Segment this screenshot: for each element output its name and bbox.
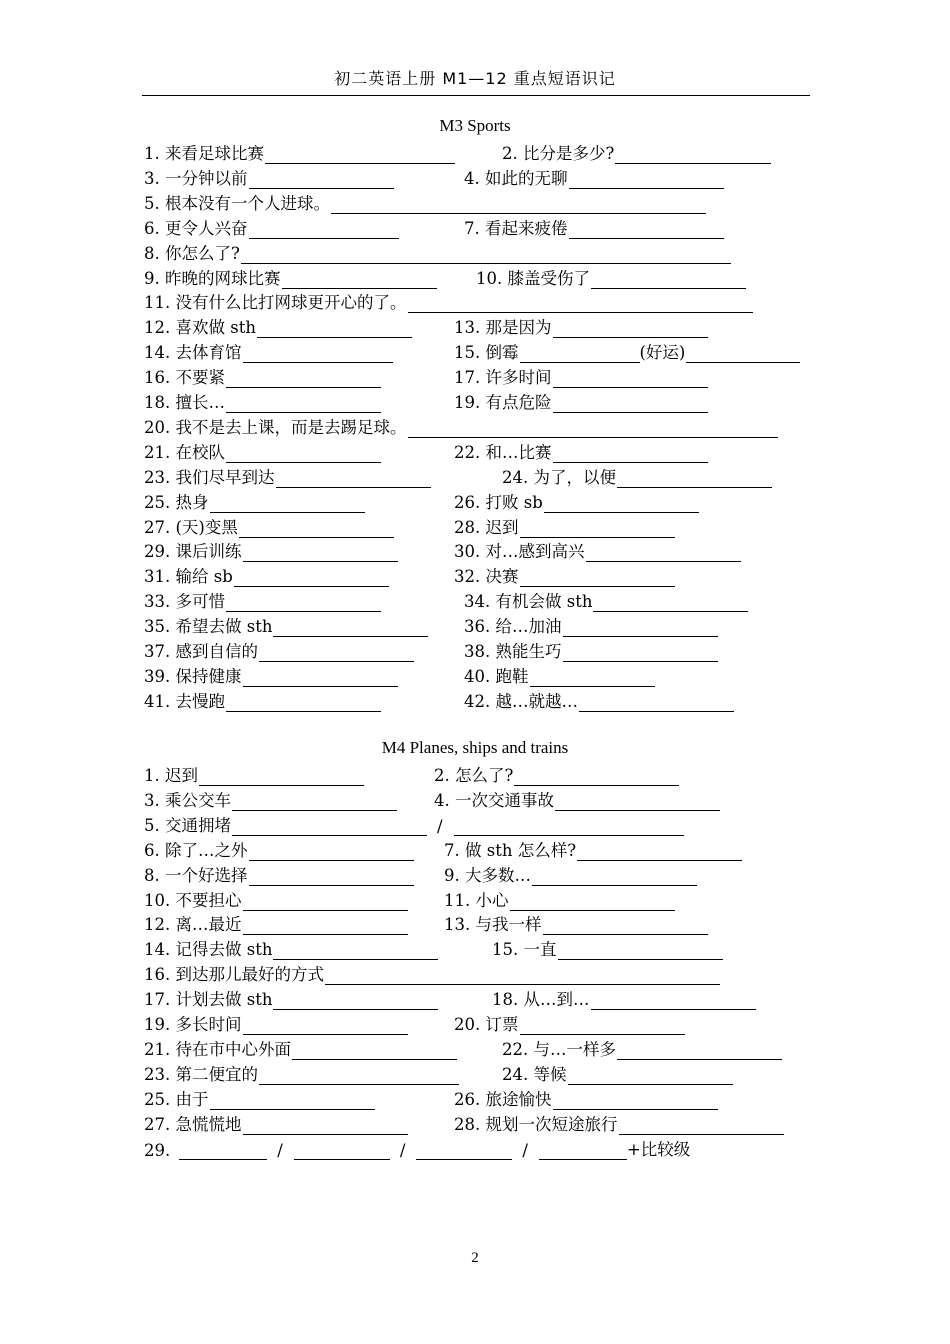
separator-slash: / bbox=[277, 1140, 283, 1160]
exercise-item bbox=[476, 267, 746, 289]
exercise-row bbox=[144, 1063, 814, 1088]
exercise-row bbox=[144, 441, 814, 466]
answer-blank[interactable] bbox=[294, 1141, 390, 1160]
answer-blank[interactable] bbox=[234, 568, 389, 587]
exercise-item bbox=[464, 640, 718, 662]
exercise-item bbox=[502, 1063, 733, 1085]
exercise-row bbox=[144, 988, 814, 1013]
exercise-prompt: 38. 熟能生巧 bbox=[464, 642, 562, 661]
exercise-prompt: 42. 越…就越… bbox=[464, 691, 578, 711]
exercise-item bbox=[144, 615, 428, 637]
exercise-prompt: 8. 一个好选择 bbox=[144, 865, 248, 885]
exercise-prompt: 36. 给…加油 bbox=[464, 617, 562, 637]
exercise-item bbox=[144, 1138, 690, 1160]
exercise-item bbox=[464, 665, 655, 687]
answer-blank[interactable] bbox=[259, 1066, 459, 1085]
answer-blank[interactable] bbox=[331, 195, 706, 214]
exercise-item bbox=[454, 441, 708, 463]
exercise-item bbox=[144, 590, 381, 612]
separator-slash: / bbox=[399, 1140, 406, 1160]
exercise-item bbox=[464, 615, 718, 637]
exercise-row bbox=[144, 1113, 814, 1138]
answer-blank[interactable] bbox=[553, 1091, 718, 1110]
exercise-prompt: 13. 那是因为 bbox=[454, 318, 552, 338]
answer-blank[interactable] bbox=[619, 1116, 784, 1135]
answer-blank[interactable] bbox=[579, 693, 734, 712]
exercise-item bbox=[434, 764, 679, 786]
exercise-prompt: 3. 乘公交车 bbox=[144, 790, 231, 810]
exercise-prompt: 9. 昨晚的网球比赛 bbox=[144, 268, 281, 288]
exercise-item bbox=[454, 341, 800, 363]
exercise-item bbox=[144, 1088, 375, 1110]
answer-blank[interactable] bbox=[226, 369, 381, 388]
exercise-prompt: 14. 记得去做 sth bbox=[144, 940, 273, 960]
exercise-item bbox=[454, 391, 708, 413]
exercise-prompt: 15. 倒霉 bbox=[454, 343, 519, 363]
exercise-row bbox=[144, 316, 814, 341]
exercise-prompt: 35. 希望去做 sth bbox=[144, 617, 273, 637]
exercise-prompt: 8. 你怎么了? bbox=[144, 243, 240, 263]
exercise-prompt: 10. 膝盖受伤了 bbox=[476, 268, 590, 288]
answer-blank[interactable] bbox=[239, 519, 394, 538]
exercise-prompt: 20. 我不是去上课，而是去踢足球。 bbox=[144, 417, 407, 437]
answer-blank[interactable] bbox=[232, 817, 427, 836]
answer-blank[interactable] bbox=[563, 618, 718, 637]
answer-blank[interactable] bbox=[232, 792, 397, 811]
exercise-row bbox=[144, 1013, 814, 1038]
answer-blank[interactable] bbox=[249, 170, 394, 189]
exercise-prompt: 24. 等候 bbox=[502, 1064, 567, 1084]
exercise-prompt: 3. 一分钟以前 bbox=[144, 168, 248, 188]
answer-blank[interactable] bbox=[257, 319, 412, 338]
exercise-prompt: 16. 到达那儿最好的方式 bbox=[144, 965, 324, 985]
exercise-prompt: 32. 决赛 bbox=[454, 567, 519, 587]
exercise-row bbox=[144, 291, 814, 316]
exercise-item bbox=[144, 341, 393, 363]
exercise-item bbox=[464, 217, 724, 239]
exercise-item bbox=[144, 889, 408, 911]
answer-blank[interactable] bbox=[520, 1016, 685, 1035]
exercise-prompt: 6. 更令人兴奋 bbox=[144, 218, 248, 238]
exercise-prompt: 17. 计划去做 sth bbox=[144, 990, 273, 1010]
answer-blank[interactable] bbox=[226, 444, 381, 463]
answer-blank[interactable] bbox=[241, 245, 731, 264]
hint-text: (好运) bbox=[639, 343, 686, 363]
exercise-prompt: 4. 如此的无聊 bbox=[464, 168, 568, 188]
exercise-prompt: 11. 没有什么比打网球更开心的了。 bbox=[144, 293, 407, 313]
answer-blank[interactable] bbox=[454, 817, 684, 836]
exercise-row bbox=[144, 540, 814, 565]
exercise-row bbox=[144, 1088, 814, 1113]
exercise-item bbox=[144, 1063, 459, 1085]
exercise-prompt: 14. 去体育馆 bbox=[144, 343, 242, 363]
answer-blank[interactable] bbox=[243, 543, 398, 562]
answer-blank[interactable] bbox=[273, 941, 438, 960]
exercise-item bbox=[454, 366, 708, 388]
exercise-row bbox=[144, 1138, 814, 1163]
page-header: 初二英语上册 M1—12 重点短语识记 bbox=[334, 69, 616, 88]
answer-blank[interactable] bbox=[243, 1016, 408, 1035]
exercise-prompt: 2. 怎么了? bbox=[434, 766, 514, 785]
exercise-item bbox=[144, 391, 381, 413]
exercise-item bbox=[144, 690, 381, 712]
exercise-item bbox=[464, 167, 724, 189]
exercise-prompt: 18. 擅长… bbox=[144, 393, 225, 412]
exercise-prompt: 6. 除了…之外 bbox=[144, 840, 248, 860]
exercise-item bbox=[144, 1013, 408, 1035]
answer-blank[interactable] bbox=[617, 469, 772, 488]
answer-blank[interactable] bbox=[558, 941, 723, 960]
exercise-prompt: 25. 由于 bbox=[144, 1089, 209, 1109]
answer-blank[interactable] bbox=[243, 344, 393, 363]
exercise-prompt: 30. 对…感到高兴 bbox=[454, 542, 585, 562]
exercise-item bbox=[492, 938, 723, 960]
exercise-row bbox=[144, 764, 814, 789]
exercise-item bbox=[144, 814, 684, 836]
exercise-item bbox=[144, 565, 389, 587]
answer-blank[interactable] bbox=[226, 693, 381, 712]
exercise-prompt: 11. 小心 bbox=[444, 890, 509, 910]
exercise-row bbox=[144, 565, 814, 590]
exercise-prompt: 10. 不要担心 bbox=[144, 890, 242, 910]
answer-blank[interactable] bbox=[416, 1141, 512, 1160]
exercise-row bbox=[144, 789, 814, 814]
exercise-item bbox=[144, 316, 412, 338]
exercise-item bbox=[144, 963, 720, 985]
exercise-prompt: 1. 迟到 bbox=[144, 766, 198, 785]
exercise-item bbox=[454, 1113, 784, 1135]
exercise-row bbox=[144, 640, 814, 665]
exercise-item bbox=[144, 665, 398, 687]
exercise-item bbox=[144, 1038, 457, 1060]
exercise-prompt: 12. 离…最近 bbox=[144, 915, 242, 935]
exercise-item bbox=[492, 988, 756, 1010]
answer-blank[interactable] bbox=[591, 991, 756, 1010]
answer-blank[interactable] bbox=[563, 643, 718, 662]
exercise-row bbox=[144, 889, 814, 914]
exercise-item bbox=[144, 640, 414, 662]
exercise-item bbox=[144, 416, 778, 438]
exercise-item bbox=[444, 839, 742, 861]
exercise-item bbox=[144, 291, 753, 313]
answer-blank[interactable] bbox=[615, 145, 771, 164]
exercise-prompt: 7. 看起来疲倦 bbox=[464, 218, 568, 238]
answer-blank[interactable] bbox=[273, 991, 438, 1010]
exercise-row bbox=[144, 590, 814, 615]
exercise-prompt: 21. 在校队 bbox=[144, 442, 225, 462]
exercise-item bbox=[144, 839, 414, 861]
answer-blank[interactable] bbox=[325, 966, 720, 985]
exercise-item bbox=[454, 516, 675, 538]
exercise-item bbox=[144, 491, 365, 513]
exercise-row bbox=[144, 267, 814, 292]
answer-blank[interactable] bbox=[282, 270, 437, 289]
exercise-item bbox=[144, 466, 431, 488]
section-title: M3 Sports bbox=[439, 116, 511, 135]
answer-blank[interactable] bbox=[514, 767, 679, 786]
exercise-prompt: 29. bbox=[144, 1140, 171, 1160]
answer-blank[interactable] bbox=[226, 394, 381, 413]
answer-blank[interactable] bbox=[243, 892, 408, 911]
answer-blank[interactable] bbox=[179, 1141, 267, 1160]
exercise-prompt: 16. 不要紧 bbox=[144, 368, 225, 388]
exercise-item bbox=[444, 889, 675, 911]
exercise-row bbox=[144, 665, 814, 690]
exercise-prompt: 5. 交通拥堵 bbox=[144, 815, 231, 835]
exercise-prompt: 40. 跑鞋 bbox=[464, 666, 529, 686]
exercise-item bbox=[502, 1038, 782, 1060]
exercise-item bbox=[144, 764, 364, 786]
exercise-item bbox=[144, 1113, 408, 1135]
exercise-prompt: 2. 比分是多少? bbox=[502, 144, 615, 163]
answer-blank[interactable] bbox=[577, 842, 742, 861]
exercise-item bbox=[144, 142, 455, 164]
header-divider bbox=[142, 95, 810, 96]
answer-blank[interactable] bbox=[539, 1141, 627, 1160]
answer-blank[interactable] bbox=[520, 344, 640, 363]
exercise-item bbox=[502, 466, 772, 488]
answer-blank[interactable] bbox=[686, 344, 800, 363]
exercise-prompt: 13. 与我一样 bbox=[444, 915, 542, 935]
answer-blank[interactable] bbox=[408, 419, 778, 438]
exercise-prompt: 18. 从…到… bbox=[492, 990, 590, 1010]
answer-blank[interactable] bbox=[510, 892, 675, 911]
exercise-row bbox=[144, 864, 814, 889]
exercise-row bbox=[144, 217, 814, 242]
exercise-prompt: 23. 我们尽早到达 bbox=[144, 467, 275, 487]
exercise-prompt: 21. 待在市中心外面 bbox=[144, 1039, 291, 1059]
exercise-item bbox=[144, 167, 394, 189]
answer-blank[interactable] bbox=[408, 294, 753, 313]
exercise-row bbox=[144, 690, 814, 715]
exercise-item bbox=[464, 690, 734, 712]
answer-blank[interactable] bbox=[553, 394, 708, 413]
exercise-item bbox=[144, 242, 731, 264]
answer-blank[interactable] bbox=[530, 668, 655, 687]
exercise-prompt: 15. 一直 bbox=[492, 940, 557, 960]
answer-blank[interactable] bbox=[520, 519, 675, 538]
exercise-row bbox=[144, 1038, 814, 1063]
exercise-prompt: 24. 为了，以便 bbox=[502, 467, 616, 487]
answer-blank[interactable] bbox=[591, 270, 746, 289]
answer-blank[interactable] bbox=[249, 220, 399, 239]
exercise-row bbox=[144, 913, 814, 938]
exercise-item bbox=[144, 938, 438, 960]
answer-blank[interactable] bbox=[543, 916, 708, 935]
exercise-item bbox=[454, 1088, 718, 1110]
exercise-item bbox=[144, 540, 398, 562]
answer-blank[interactable] bbox=[569, 170, 724, 189]
exercise-row bbox=[144, 491, 814, 516]
exercise-item bbox=[444, 913, 708, 935]
answer-blank[interactable] bbox=[553, 319, 708, 338]
answer-blank[interactable] bbox=[553, 369, 708, 388]
exercise-row bbox=[144, 963, 814, 988]
exercise-prompt: 4. 一次交通事故 bbox=[434, 790, 554, 810]
answer-blank[interactable] bbox=[265, 145, 455, 164]
exercise-item bbox=[144, 192, 706, 214]
separator-slash: / bbox=[522, 1140, 528, 1160]
suffix-text: +比较级 bbox=[626, 1139, 691, 1159]
answer-blank[interactable] bbox=[273, 618, 428, 637]
exercise-item bbox=[144, 217, 399, 239]
exercise-item bbox=[434, 789, 720, 811]
exercise-item bbox=[144, 789, 397, 811]
exercise-row bbox=[144, 516, 814, 541]
exercise-item bbox=[454, 565, 675, 587]
section-title: M4 Planes, ships and trains bbox=[381, 738, 569, 757]
exercise-row bbox=[144, 466, 814, 491]
answer-blank[interactable] bbox=[249, 842, 414, 861]
exercise-item bbox=[144, 441, 381, 463]
answer-blank[interactable] bbox=[210, 1091, 375, 1110]
answer-blank[interactable] bbox=[276, 469, 431, 488]
exercise-item bbox=[464, 590, 748, 612]
exercise-prompt: 33. 多可惜 bbox=[144, 592, 225, 612]
exercise-row bbox=[144, 242, 814, 267]
answer-blank[interactable] bbox=[520, 568, 675, 587]
exercise-prompt: 22. 与…一样多 bbox=[502, 1039, 616, 1059]
exercise-item bbox=[144, 913, 408, 935]
exercise-prompt: 7. 做 sth 怎么样? bbox=[444, 840, 577, 860]
exercise-row bbox=[144, 341, 814, 366]
exercise-item bbox=[144, 267, 437, 289]
exercise-item bbox=[502, 142, 771, 164]
exercise-prompt: 27. (天)变黑 bbox=[144, 517, 238, 537]
exercise-prompt: 34. 有机会做 sth bbox=[464, 592, 593, 612]
exercise-row bbox=[144, 167, 814, 192]
answer-blank[interactable] bbox=[544, 494, 699, 513]
exercise-row bbox=[144, 192, 814, 217]
exercise-prompt: 22. 和…比赛 bbox=[454, 442, 552, 462]
exercise-prompt: 28. 规划一次短途旅行 bbox=[454, 1114, 618, 1134]
answer-blank[interactable] bbox=[210, 494, 365, 513]
exercise-prompt: 27. 急慌慌地 bbox=[144, 1114, 242, 1134]
exercise-prompt: 26. 打败 sb bbox=[454, 492, 543, 512]
exercise-row bbox=[144, 416, 814, 441]
exercise-prompt: 19. 多长时间 bbox=[144, 1015, 242, 1034]
exercise-prompt: 1. 来看足球比赛 bbox=[144, 144, 264, 163]
exercise-prompt: 19. 有点危险 bbox=[454, 393, 552, 412]
answer-blank[interactable] bbox=[292, 1041, 457, 1060]
exercise-row bbox=[144, 839, 814, 864]
exercise-row bbox=[144, 391, 814, 416]
page-number: 2 bbox=[471, 1250, 479, 1266]
answer-blank[interactable] bbox=[553, 444, 708, 463]
exercise-prompt: 26. 旅途愉快 bbox=[454, 1089, 552, 1109]
exercise-prompt: 12. 喜欢做 sth bbox=[144, 318, 256, 338]
exercise-row bbox=[144, 366, 814, 391]
exercise-prompt: 31. 输给 sb bbox=[144, 567, 233, 587]
exercise-prompt: 28. 迟到 bbox=[454, 517, 519, 537]
answer-blank[interactable] bbox=[259, 643, 414, 662]
exercise-item bbox=[454, 1013, 685, 1035]
exercise-prompt: 23. 第二便宜的 bbox=[144, 1064, 258, 1084]
answer-blank[interactable] bbox=[532, 867, 697, 886]
exercise-item bbox=[144, 988, 438, 1010]
answer-blank[interactable] bbox=[568, 1066, 733, 1085]
exercise-row bbox=[144, 615, 814, 640]
exercise-prompt: 29. 课后训练 bbox=[144, 542, 242, 562]
exercise-prompt: 37. 感到自信的 bbox=[144, 642, 258, 661]
answer-blank[interactable] bbox=[555, 792, 720, 811]
exercise-item bbox=[144, 366, 381, 388]
answer-blank[interactable] bbox=[593, 593, 748, 612]
exercise-prompt: 20. 订票 bbox=[454, 1015, 519, 1034]
exercise-prompt: 5. 根本没有一个人进球。 bbox=[144, 193, 330, 213]
exercise-prompt: 17. 许多时间 bbox=[454, 368, 552, 388]
answer-blank[interactable] bbox=[569, 220, 724, 239]
exercise-prompt: 9. 大多数… bbox=[444, 865, 531, 885]
answer-blank[interactable] bbox=[243, 668, 398, 687]
exercise-row bbox=[144, 814, 814, 839]
exercise-item bbox=[144, 864, 414, 886]
answer-blank[interactable] bbox=[226, 593, 381, 612]
exercise-prompt: 39. 保持健康 bbox=[144, 666, 242, 686]
separator-slash: / bbox=[437, 816, 443, 836]
exercise-prompt: 25. 热身 bbox=[144, 492, 209, 512]
exercise-item bbox=[454, 316, 708, 338]
exercise-prompt: 41. 去慢跑 bbox=[144, 691, 225, 711]
answer-blank[interactable] bbox=[243, 1116, 408, 1135]
exercise-item bbox=[444, 864, 697, 886]
answer-blank[interactable] bbox=[249, 867, 414, 886]
answer-blank[interactable] bbox=[586, 543, 741, 562]
exercise-row bbox=[144, 142, 814, 167]
answer-blank[interactable] bbox=[199, 767, 364, 786]
answer-blank[interactable] bbox=[243, 916, 408, 935]
exercise-item bbox=[144, 516, 394, 538]
exercise-row bbox=[144, 938, 814, 963]
exercise-item bbox=[454, 491, 699, 513]
answer-blank[interactable] bbox=[617, 1041, 782, 1060]
exercise-item bbox=[454, 540, 741, 562]
